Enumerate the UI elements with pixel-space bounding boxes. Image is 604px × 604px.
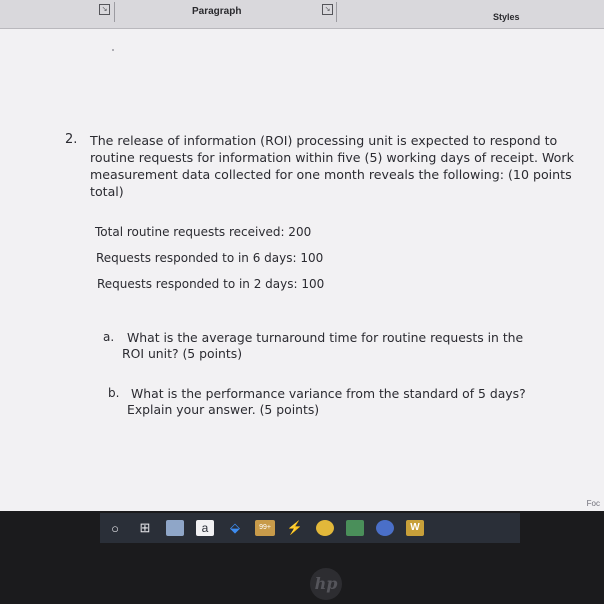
calendar-icon[interactable] [340, 513, 370, 543]
styles-group-label: Styles [493, 12, 520, 22]
word-icon-box: W [406, 520, 424, 536]
question-line: routine requests for information within five (5) working days of receipt. Work [90, 150, 574, 165]
font-dialog-launcher-icon[interactable]: ↘ [99, 4, 110, 15]
data-line-six-days: Requests responded to in 6 days: 100 [96, 251, 324, 265]
sub-question-b-letter: b. [108, 386, 120, 400]
badge-99-box: 99+ [255, 520, 275, 536]
sub-question-line: What is the performance variance from the standard of 5 days? [131, 386, 526, 401]
chrome-icon-circle [316, 520, 334, 536]
sub-question-line: Explain your answer. (5 points) [127, 402, 320, 417]
calculator-icon[interactable] [160, 513, 190, 543]
question-line: The release of information (ROI) processing unit is expected to respond to [90, 133, 558, 148]
sub-question-a-text [122, 330, 587, 362]
ribbon-separator [336, 2, 337, 22]
data-line-two-days: Requests responded to in 2 days: 100 [97, 277, 325, 291]
sub-question-a-letter: a. [103, 330, 115, 344]
calculator-icon-box [166, 520, 184, 536]
sub-question-line: What is the average turnaround time for routine requests in the [127, 330, 524, 345]
word-icon[interactable] [400, 513, 430, 543]
cortana-icon[interactable]: ○ [111, 520, 119, 536]
dropbox-icon[interactable]: ⬙ [230, 520, 240, 535]
document-page[interactable] [0, 29, 604, 511]
data-line-total: Total routine requests received: 200 [95, 225, 312, 239]
question-line: measurement data collected for one month reveals the following: (10 points [90, 167, 572, 182]
paragraph-group-label: Paragraph [192, 6, 242, 17]
question-line: total) [90, 184, 124, 199]
hp-logo: hp [310, 568, 342, 600]
question-text [90, 132, 590, 200]
chrome-icon[interactable] [310, 513, 340, 543]
edge-icon[interactable] [370, 513, 400, 543]
cursor-mark [112, 49, 114, 51]
winamp-icon[interactable]: ⚡ [286, 520, 304, 535]
word-app-icon-box: a [196, 520, 214, 536]
edge-icon-circle [376, 520, 394, 536]
sub-question-line: ROI unit? (5 points) [122, 346, 243, 361]
sub-question-b-text [127, 386, 591, 418]
taskbar [100, 513, 520, 543]
word-app-icon[interactable] [190, 513, 220, 543]
ribbon-separator [114, 2, 115, 22]
focus-mode-label[interactable]: Foc [586, 499, 600, 508]
question-number: 2. [65, 132, 78, 147]
paragraph-dialog-launcher-icon[interactable]: ↘ [322, 4, 333, 15]
badge-99-icon[interactable] [250, 513, 280, 543]
ribbon [0, 0, 604, 29]
task-view-icon[interactable]: ⊞ [139, 520, 151, 535]
calendar-icon-box [346, 520, 364, 536]
